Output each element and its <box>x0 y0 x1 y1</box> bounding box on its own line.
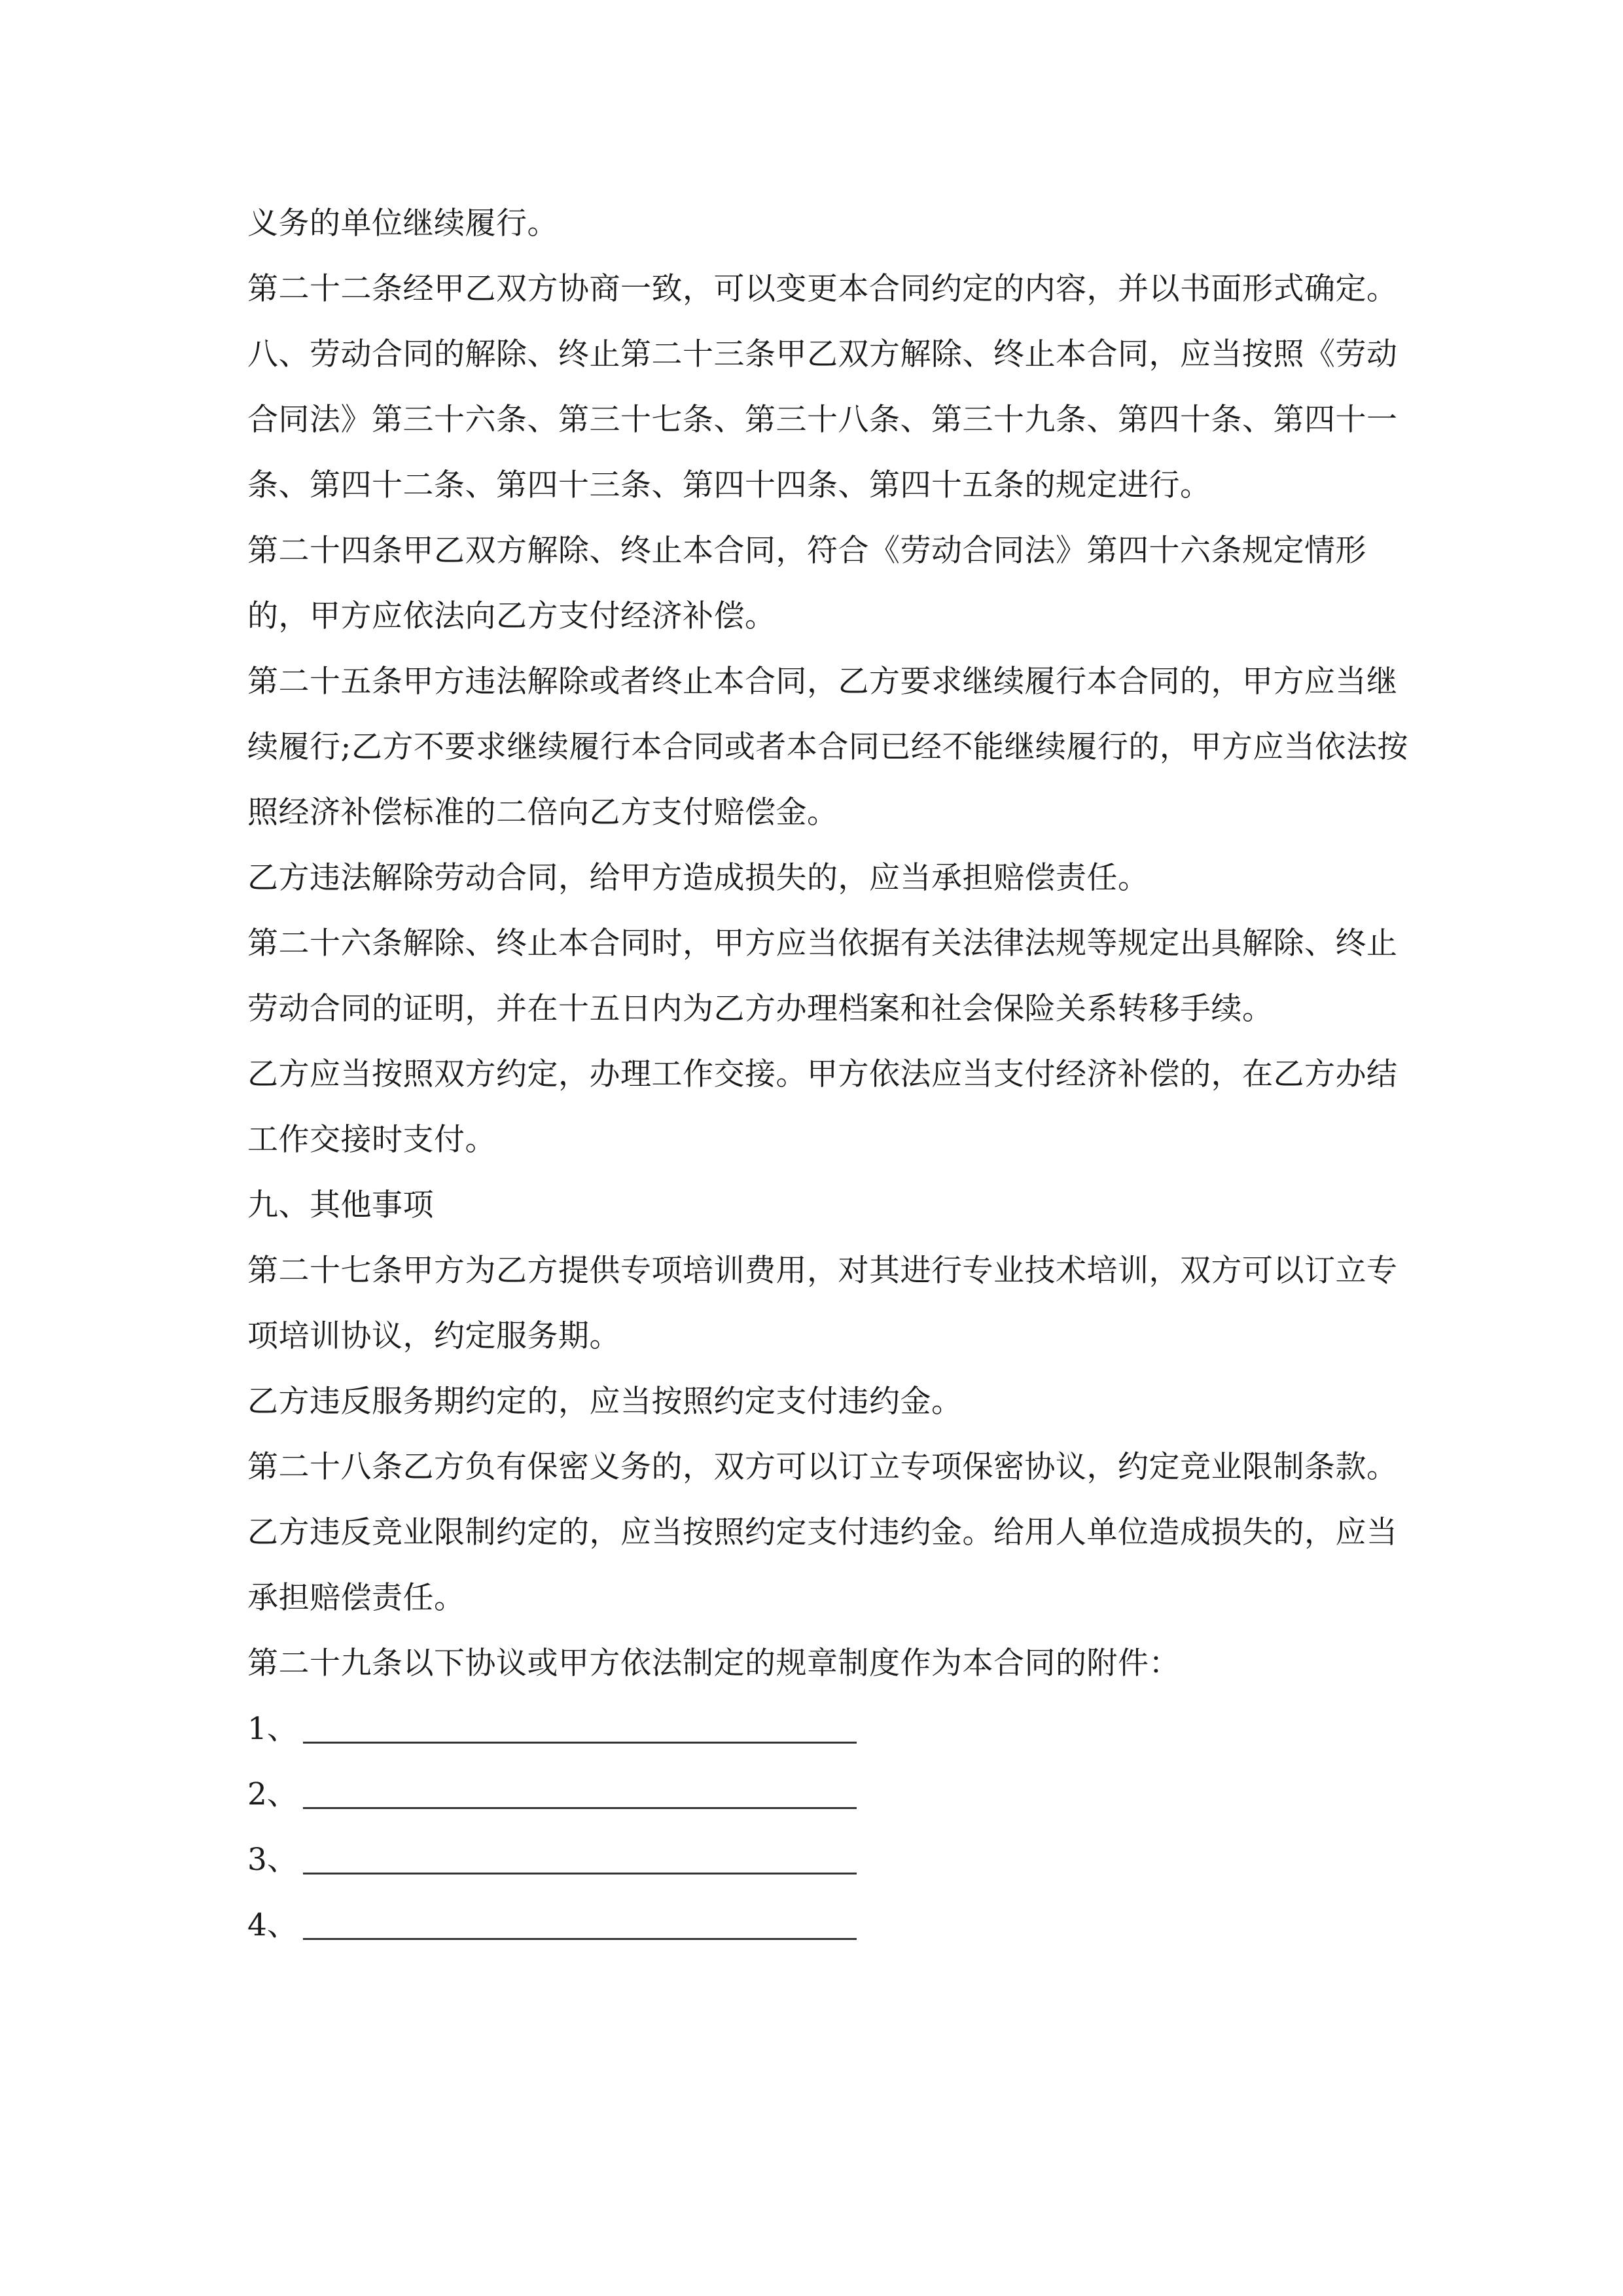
paragraph: 第二十七条甲方为乙方提供专项培训费用，对其进行专业技术培训，双方可以订立专项培训协议，约定服务期。 <box>247 1253 1398 1354</box>
paragraph: 八、劳动合同的解除、终止第二十三条甲乙双方解除、终止本合同，应当按照《劳动合同法》第三十六条、第三十七条、第三十八条、第三十九条、第四十条、第四十一条、第四十二条、第四十三条、第四十四条、第四十五条的规定进行。 <box>247 336 1398 503</box>
attachment-blank-1 <box>247 1696 1425 1762</box>
fill-in-line <box>303 1938 857 1940</box>
section-heading: 九、其他事项 <box>247 1187 434 1223</box>
paragraph: 乙方违反竞业限制约定的，应当按照约定支付违约金。给用人单位造成损失的，应当承担赔偿责任。 <box>247 1515 1398 1616</box>
attachment-number: 1、 <box>247 1711 298 1747</box>
fill-in-line <box>303 1807 857 1809</box>
attachment-number: 4、 <box>247 1907 298 1943</box>
fill-in-line <box>303 1742 857 1744</box>
attachment-blank-4 <box>247 1893 1425 1958</box>
fill-in-line <box>303 1873 857 1874</box>
paragraph: 义务的单位继续履行。 <box>247 206 558 242</box>
paragraph: 第二十四条甲乙双方解除、终止本合同，符合《劳动合同法》第四十六条规定情形的，甲方应依法向乙方支付经济补偿。 <box>247 533 1366 634</box>
paragraph: 第二十二条经甲乙双方协商一致，可以变更本合同约定的内容，并以书面形式确定。 <box>247 271 1398 307</box>
paragraph: 乙方应当按照双方约定，办理工作交接。甲方依法应当支付经济补偿的，在乙方办结工作交接时支付。 <box>247 1056 1398 1158</box>
attachment-blank-2 <box>247 1762 1425 1827</box>
paragraph: 第二十九条以下协议或甲方依法制定的规章制度作为本合同的附件： <box>247 1645 1180 1681</box>
attachment-blank-3 <box>247 1827 1425 1893</box>
paragraph: 第二十五条甲方违法解除或者终止本合同，乙方要求继续履行本合同的，甲方应当继续履行;乙方不要求继续履行本合同或者本合同已经不能继续履行的，甲方应当依法按照经济补偿标准的二倍向乙方支付赔偿金。 <box>247 664 1408 831</box>
attachment-number: 2、 <box>247 1776 298 1812</box>
document-body <box>247 191 1425 1958</box>
paragraph: 第二十六条解除、终止本合同时，甲方应当依据有关法律法规等规定出具解除、终止劳动合同的证明，并在十五日内为乙方办理档案和社会保险关系转移手续。 <box>247 925 1398 1027</box>
paragraph: 乙方违反服务期约定的，应当按照约定支付违约金。 <box>247 1384 963 1420</box>
paragraph: 第二十八条乙方负有保密义务的，双方可以订立专项保密协议，约定竞业限制条款。 <box>247 1449 1398 1485</box>
attachment-number: 3、 <box>247 1842 298 1878</box>
paragraph: 乙方违法解除劳动合同，给甲方造成损失的，应当承担赔偿责任。 <box>247 860 1149 896</box>
